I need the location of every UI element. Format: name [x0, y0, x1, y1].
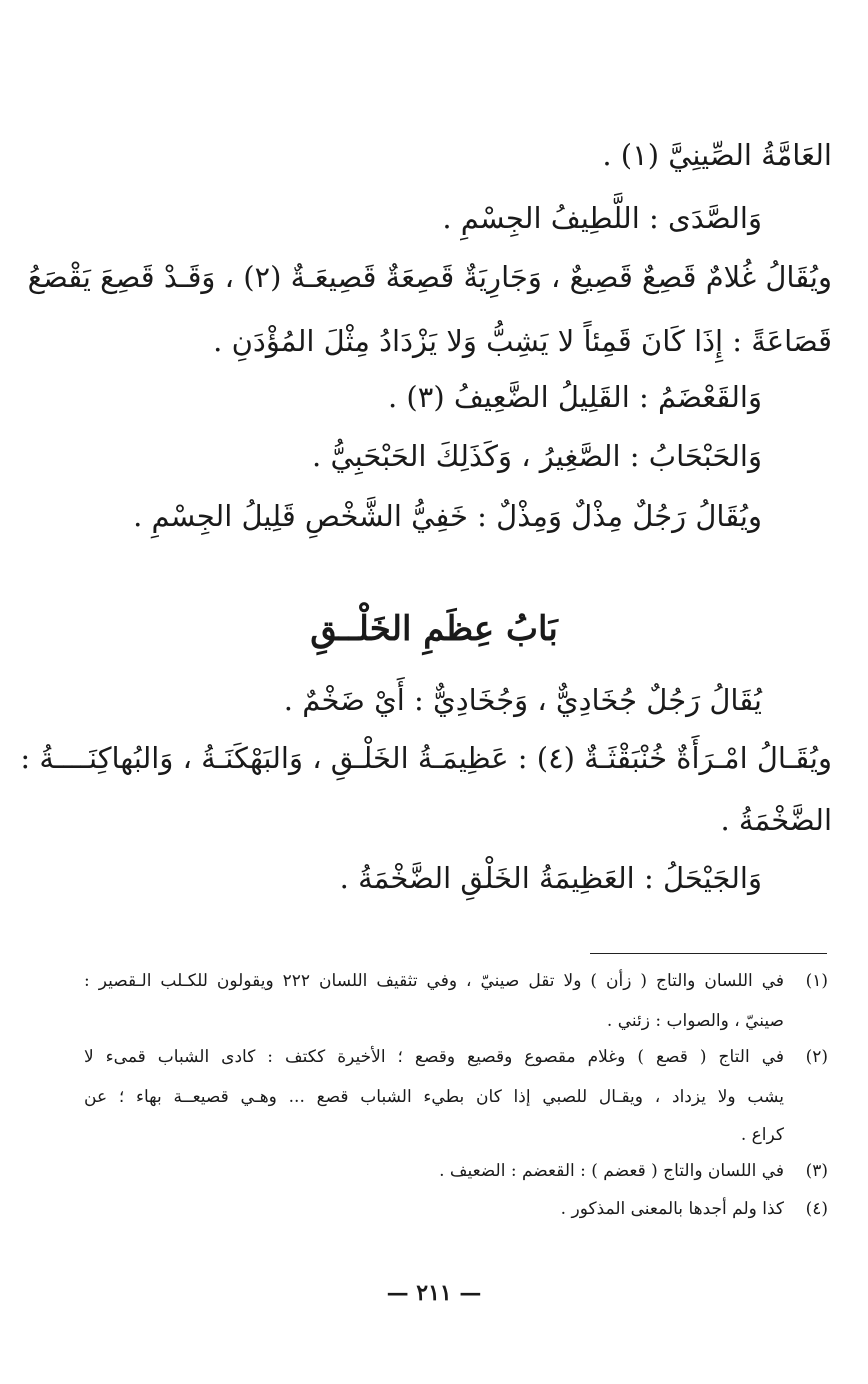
- footnote-line: يشب ولا يزداد ، ويقـال للصبي إذا كان بطيء الشباب قصع ... وهـي قصيعــة بهاء ؛ عن: [84, 1087, 784, 1107]
- footnote-line: صينيّ ، والصواب : زئني .: [606, 1011, 784, 1031]
- text-line: ويُقَالُ رَجُلٌ مِذْلٌ وَمِذْلٌ : خَفِيُّ الشَّخْصِ قَلِيلُ الجِسْمِ .: [133, 499, 762, 533]
- text-line: ويُقَـالُ امْـرَأَةٌ خُنْبَقْثَـةٌ (٤) : عَظِيمَـةُ الخَلْـقِ ، وَالبَهْكَنَـةُ ، وَالبُهاكِنَــــةُ :: [20, 741, 832, 775]
- section-title: بَابُ عِظَمِ الخَلْــقِ: [310, 609, 558, 649]
- text-line: العَامَّةُ الصِّينِيَّ (١) .: [602, 138, 832, 172]
- text-line: وَالصَّدَى : اللَّطِيفُ الجِسْمِ .: [442, 201, 762, 235]
- footnote-line: كراع .: [740, 1125, 784, 1145]
- text-line: وَالجَيْحَلُ : العَظِيمَةُ الخَلْقِ الضَّخْمَةُ .: [339, 861, 762, 895]
- footnote-line: كذا ولم أجدها بالمعنى المذكور .: [560, 1199, 784, 1219]
- page-number: — ٢١١ —: [386, 1280, 482, 1306]
- footnote-number: (٢): [805, 1047, 828, 1067]
- text-line: قَصَاعَةً : إِذَا كَانَ قَمِئاً لا يَشِبُّ وَلا يَزْدَادُ مِثْلَ المُؤْدَنِ .: [213, 324, 832, 358]
- footnote-rule: [590, 953, 827, 954]
- footnote-line: في التاج ( قصع ) وغلام مقصوع وقصيع وقصع ؛ الأخيرة ككتف : كادى الشباب قمىء لا: [84, 1047, 784, 1067]
- footnote-line: في اللسان والتاج ( قعضم ) : القعضم : الضعيف .: [439, 1161, 784, 1181]
- text-line: ويُقَالُ غُلامٌ قَصِعٌ قَصِيعٌ ، وَجَارِيَةٌ قَصِعَةٌ قَصِيعَـةٌ (٢) ، وَقَـدْ قَصِعَ يَقْصَعُ: [27, 260, 832, 294]
- text-line: الضَّخْمَةُ .: [720, 803, 832, 837]
- footnote-line: في اللسان والتاج ( زأن ) ولا تقل صينيّ ، وفي تثقيف اللسان ٢٢٢ ويقولون للكـلب الـقصير :: [84, 971, 785, 991]
- text-line: وَالحَبْحَابُ : الصَّغِيرُ ، وَكَذَلِكَ الحَبْحَبِيُّ .: [312, 439, 762, 473]
- footnote-number: (٤): [805, 1199, 828, 1219]
- text-line: يُقَالُ رَجُلٌ جُخَادِيٌّ ، وَجُخَادِيٌّ : أَيْ ضَخْمٌ .: [283, 683, 762, 717]
- text-line: وَالقَعْضَمُ : القَلِيلُ الضَّعِيفُ (٣) .: [388, 380, 762, 414]
- footnote-number: (١): [805, 971, 828, 991]
- footnote-number: (٣): [805, 1161, 828, 1181]
